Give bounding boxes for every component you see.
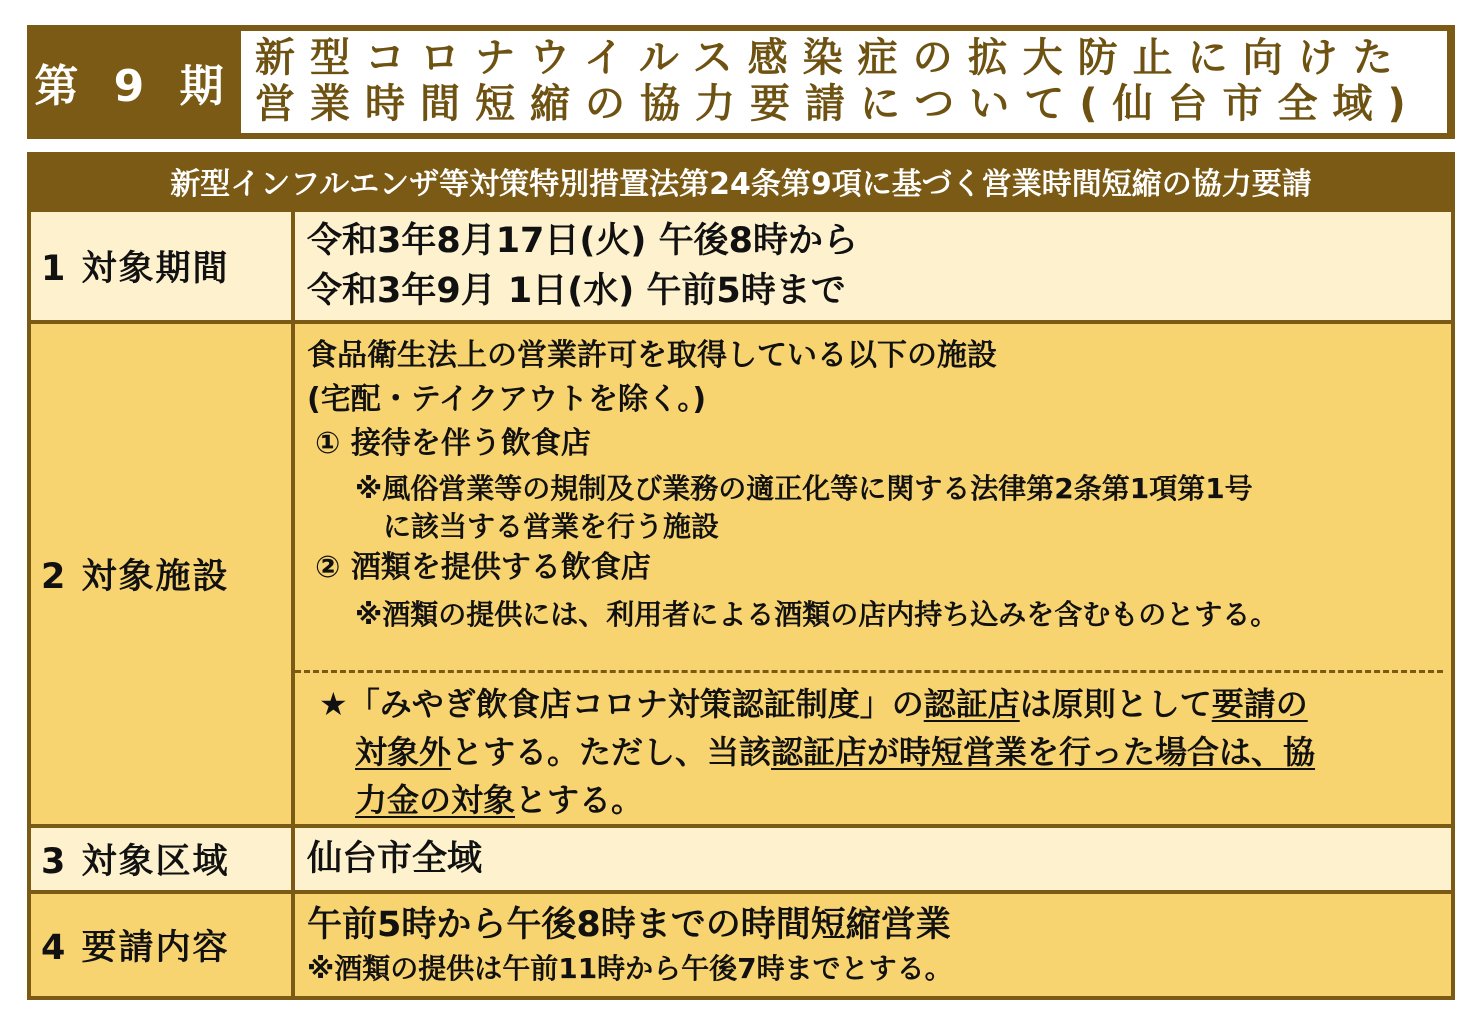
page-header — [27, 25, 1455, 139]
certified-store-note-line-1: ★「みやぎ飲食店コロナ対策認証制度」の認証店は原則として要請の — [319, 685, 1308, 723]
period-start: 令和3年8月17日(火) 午後8時から — [307, 221, 858, 261]
area-value: 仙台市全域 — [307, 839, 483, 879]
row-content-facilities — [295, 324, 1451, 824]
row-content-area — [295, 828, 1451, 890]
row-label-facilities: 2 対象施設 — [31, 324, 291, 824]
facility-item-1-note-1: ※風俗営業等の規制及び業務の適正化等に関する法律第2条第1項第1号 — [355, 472, 1253, 505]
row-label-request: 4 要請内容 — [31, 894, 291, 996]
facilities-intro-1: 食品衛生法上の営業許可を取得している以下の施設 — [307, 338, 997, 373]
title-line-2: 営業時間短縮の協力要請について(仙台市全域) — [255, 81, 1421, 127]
row-label-area: 3 対象区域 — [31, 828, 291, 890]
title-line-1: 新型コロナウイルス感染症の拡大防止に向けた — [255, 35, 1408, 81]
request-hours: 午前5時から午後8時までの時間短縮営業 — [307, 905, 951, 945]
table-heading: 新型インフルエンザ等対策特別措置法第24条第9項に基づく営業時間短縮の協力要請 — [170, 167, 1312, 202]
period-label: 第 9 期 — [34, 61, 234, 112]
certified-store-note-line-2: 対象外とする。ただし、当該認証店が時短営業を行った場合は、協 — [355, 733, 1316, 771]
row-content-period — [295, 212, 1451, 320]
certified-store-note-line-3: 力金の対象とする。 — [355, 781, 644, 819]
period-end: 令和3年9月 1日(水) 午前5時まで — [307, 271, 846, 311]
row-label-period: 1 対象期間 — [31, 212, 291, 320]
facility-item-1-note-2: に該当する営業を行う施設 — [383, 510, 720, 543]
title-box — [241, 31, 1447, 133]
facilities-intro-2: (宅配・テイクアウトを除く。) — [307, 382, 707, 417]
facility-item-2-note: ※酒類の提供には、利用者による酒類の店内持ち込みを含むものとする。 — [355, 598, 1279, 631]
facility-item-1: ① 接待を伴う飲食店 — [315, 426, 591, 461]
request-table — [27, 152, 1455, 1000]
dashed-divider — [295, 670, 1443, 673]
facility-item-2: ② 酒類を提供する飲食店 — [315, 550, 651, 585]
row-content-request — [295, 894, 1451, 996]
request-note: ※酒類の提供は午前11時から午後7時までとする。 — [307, 952, 953, 985]
